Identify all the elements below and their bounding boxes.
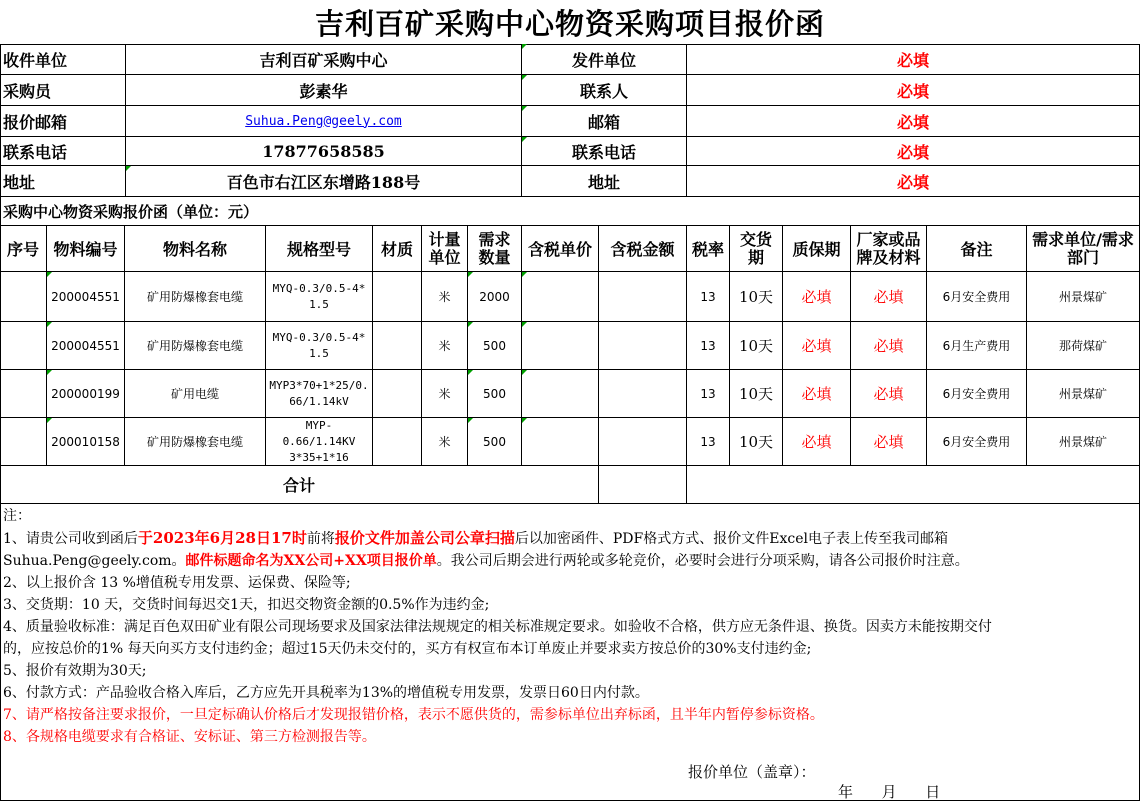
cell-name: 矿用防爆橡套电缆 [125, 418, 266, 466]
cell-material[interactable] [373, 272, 422, 322]
cell-unit-price[interactable] [522, 370, 599, 418]
addr-r-value[interactable]: 必填 [687, 166, 1140, 197]
cell-qty: 500 [468, 322, 522, 370]
contact-value[interactable]: 必填 [687, 75, 1140, 106]
cell-tax: 13 [687, 370, 730, 418]
notes-heading: 注： [3, 508, 31, 524]
note-8: 8、各规格电缆要求有合格证、安标证、第三方检测报告等。 [3, 729, 376, 745]
cell-delivery: 10天 [730, 322, 783, 370]
total-amount[interactable] [599, 466, 687, 504]
cell-amount[interactable] [599, 322, 687, 370]
section-title: 采购中心物资采购报价函（单位：元） [0, 197, 1140, 226]
cell-spec: MYQ-0.3/0.5-4*1.5 [266, 322, 373, 370]
note-1-c: 前将 [306, 531, 335, 547]
cell-unit-price[interactable] [522, 418, 599, 466]
cell-warranty[interactable]: 必填 [783, 272, 851, 322]
cell-unit: 米 [422, 370, 468, 418]
email-cell [126, 106, 522, 137]
phone-r-label: 联系电话 [522, 137, 687, 166]
cell-unit: 米 [422, 322, 468, 370]
cell-warranty[interactable]: 必填 [783, 418, 851, 466]
cell-delivery: 10天 [730, 272, 783, 322]
header-brand: 厂家或品牌及材料 [851, 226, 927, 272]
cell-unit-price[interactable] [522, 272, 599, 322]
cell-name: 矿用防爆橡套电缆 [125, 272, 266, 322]
phone-value[interactable]: 17877658585 [126, 137, 522, 166]
cell-delivery: 10天 [730, 418, 783, 466]
header-code: 物料编号 [47, 226, 125, 272]
notes-block [3, 505, 1137, 748]
header-remark: 备注 [927, 226, 1027, 272]
phone-r-value[interactable]: 必填 [687, 137, 1140, 166]
note-1-a: 1、请贵公司收到函后 [3, 531, 138, 547]
buyer-value[interactable]: 彭素华 [126, 75, 522, 106]
cell-amount[interactable] [599, 272, 687, 322]
note-1-subject: 邮件标题命名为XX公司+XX项目报价单 [185, 553, 437, 569]
header-delivery: 交货期 [730, 226, 783, 272]
signature-label: 报价单位（盖章）： [688, 763, 816, 781]
email-label: 报价邮箱 [0, 106, 126, 137]
cell-seq [0, 370, 47, 418]
cell-code: 200004551 [47, 322, 125, 370]
email-r-value[interactable]: 必填 [687, 106, 1140, 137]
cell-delivery: 10天 [730, 370, 783, 418]
note-4-cont: 的，应按总价的1% 每天向买方支付违约金；超过15天仍未交付的，买方有权宣布本订单废止并要求卖方按总价的30%支付违约金; [3, 641, 812, 657]
cell-spec: MYP-0.66/1.14KV 3*35+1*16 [266, 418, 373, 466]
email-r-label: 邮箱 [522, 106, 687, 137]
cell-name: 矿用电缆 [125, 370, 266, 418]
cell-dept: 州景煤矿 [1027, 370, 1140, 418]
cell-remark: 6月安全费用 [927, 370, 1027, 418]
cell-material[interactable] [373, 418, 422, 466]
contact-label: 联系人 [522, 75, 687, 106]
phone-label: 联系电话 [0, 137, 126, 166]
cell-dept: 那荷煤矿 [1027, 322, 1140, 370]
cell-dept: 州景煤矿 [1027, 272, 1140, 322]
cell-material[interactable] [373, 370, 422, 418]
header-dept: 需求单位/需求部门 [1027, 226, 1140, 272]
cell-tax: 13 [687, 322, 730, 370]
header-name: 物料名称 [125, 226, 266, 272]
cell-tax: 13 [687, 418, 730, 466]
cell-code: 200004551 [47, 272, 125, 322]
total-blank [687, 466, 1140, 504]
cell-seq [0, 272, 47, 322]
cell-remark: 6月安全费用 [927, 272, 1027, 322]
buyer-label: 采购员 [0, 75, 126, 106]
addr-value[interactable]: 百色市右江区东增路188号 [126, 166, 522, 197]
note-2: 2、以上报价含 13 %增值税专用发票、运保费、保险等; [3, 575, 351, 591]
note-1-email: Suhua.Peng@geely.com。 [3, 553, 186, 569]
cell-name: 矿用防爆橡套电缆 [125, 322, 266, 370]
cell-brand[interactable]: 必填 [851, 322, 927, 370]
cell-unit-price[interactable] [522, 322, 599, 370]
signature-date: 年 月 日 [838, 783, 941, 801]
note-1-h: 。我公司后期会进行两轮或多轮竞价，必要时会进行分项采购，请各公司报价时注意。 [436, 553, 969, 569]
cell-qty: 500 [468, 418, 522, 466]
cell-unit: 米 [422, 418, 468, 466]
note-7: 7、请严格按备注要求报价，一旦定标确认价格后才发现报错价格，表示不愿供货的，需参标单位出弃标函，且半年内暂停参标资格。 [3, 707, 824, 723]
email-link[interactable]: Suhua.Peng@geely.com [245, 113, 402, 129]
cell-qty: 2000 [468, 272, 522, 322]
cell-warranty[interactable]: 必填 [783, 370, 851, 418]
cell-spec: MYP3*70+1*25/0.66/1.14kV [266, 370, 373, 418]
total-label: 合计 [0, 466, 599, 504]
note-1-cont [3, 550, 1137, 572]
cell-warranty[interactable]: 必填 [783, 322, 851, 370]
cell-remark: 6月生产费用 [927, 322, 1027, 370]
cell-amount[interactable] [599, 418, 687, 466]
sender-value[interactable]: 必填 [687, 44, 1140, 75]
page-title: 吉利百矿采购中心物资采购项目报价函 [314, 6, 825, 41]
note-4: 4、质量验收标准：满足百色双田矿业有限公司现场要求及国家法律法规规定的相关标准规定要求。如验收不合格，供方应无条件退、换货。因卖方未能按期交付 [3, 619, 992, 635]
cell-brand[interactable]: 必填 [851, 418, 927, 466]
sender-label: 发件单位 [522, 44, 687, 75]
note-1 [3, 527, 1137, 550]
header-tax: 税率 [687, 226, 730, 272]
note-1-seal: 报价文件加盖公司公章扫描 [334, 529, 515, 547]
cell-seq [0, 322, 47, 370]
cell-code: 200010158 [47, 418, 125, 466]
cell-brand[interactable]: 必填 [851, 272, 927, 322]
note-6: 6、付款方式：产品验收合格入库后，乙方应先开具税率为13%的增值税专用发票，发票日60日内付款。 [3, 685, 649, 701]
cell-brand[interactable]: 必填 [851, 370, 927, 418]
header-warranty: 质保期 [783, 226, 851, 272]
addr-r-label: 地址 [522, 166, 687, 197]
cell-remark: 6月安全费用 [927, 418, 1027, 466]
cell-spec: MYQ-0.3/0.5-4*1.5 [266, 272, 373, 322]
receiver-label: 收件单位 [0, 44, 126, 75]
receiver-value[interactable]: 吉利百矿采购中心 [126, 44, 522, 75]
cell-qty: 500 [468, 370, 522, 418]
note-3: 3、交货期：10 天，交货时间每迟交1天，扣迟交物资金额的0.5%作为违约金; [3, 597, 490, 613]
header-qty: 需求数量 [468, 226, 522, 272]
addr-label: 地址 [0, 166, 126, 197]
header-unit: 计量单位 [422, 226, 468, 272]
cell-seq [0, 418, 47, 466]
header-amount: 含税金额 [599, 226, 687, 272]
cell-dept: 州景煤矿 [1027, 418, 1140, 466]
cell-unit: 米 [422, 272, 468, 322]
cell-material[interactable] [373, 322, 422, 370]
note-5: 5、报价有效期为30天; [3, 663, 147, 679]
header-spec: 规格型号 [266, 226, 373, 272]
cell-tax: 13 [687, 272, 730, 322]
note-1-e: 后以加密函件、PDF格式方式、报价文件Excel电子表上传至我司邮箱 [514, 531, 948, 547]
cell-code: 200000199 [47, 370, 125, 418]
header-seq: 序号 [0, 226, 47, 272]
cell-amount[interactable] [599, 370, 687, 418]
header-unit-price: 含税单价 [522, 226, 599, 272]
header-material: 材质 [373, 226, 422, 272]
note-1-deadline: 于2023年6月28日17时 [137, 529, 307, 547]
